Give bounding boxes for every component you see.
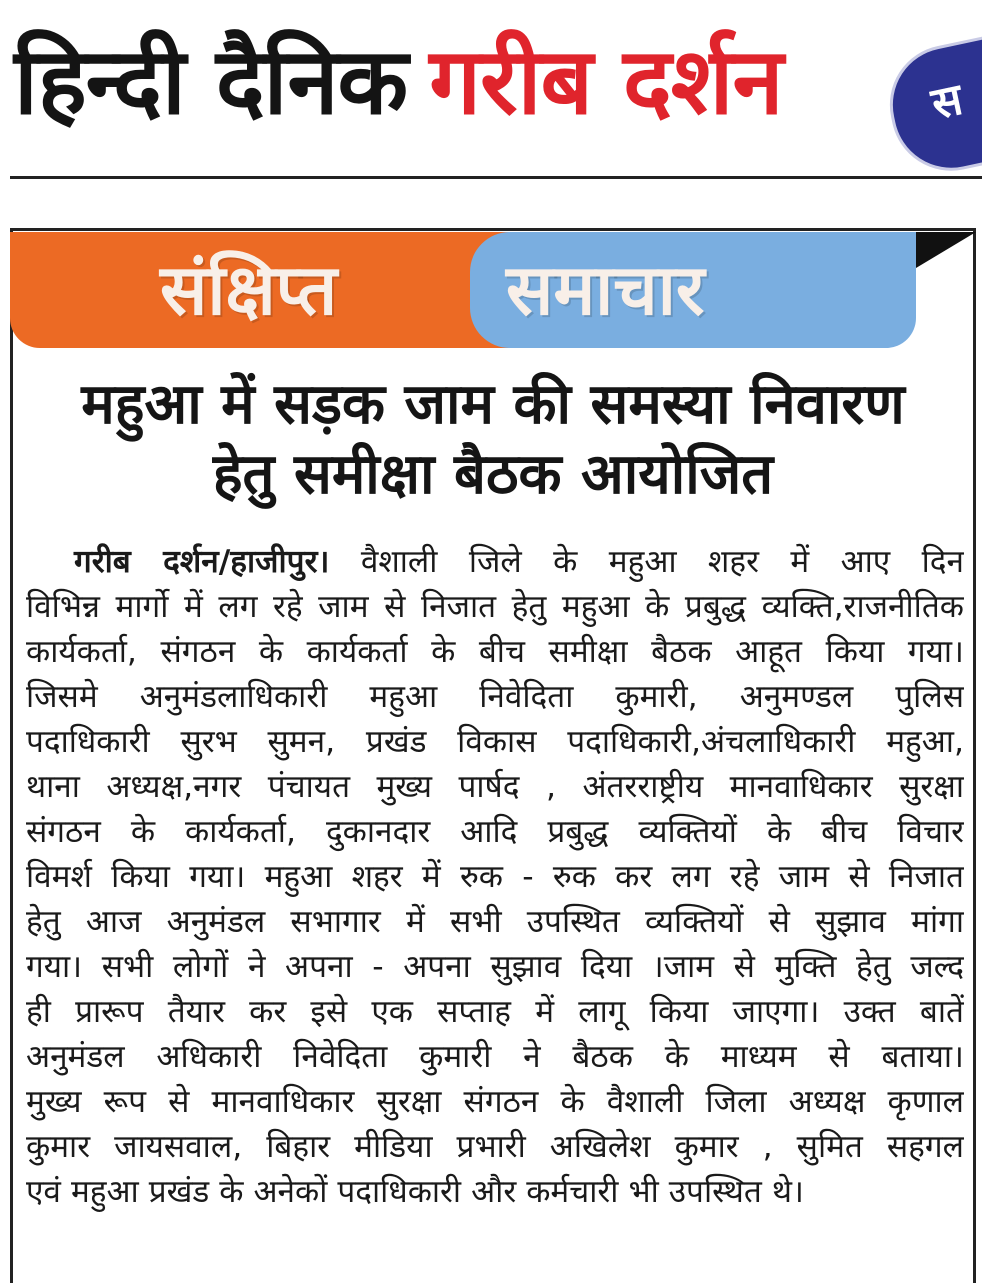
body-line: विभिन्न मार्गो में लग रहे जाम से निजात हेतु महुआ के प्रबुद्ध व्यक्ति,राजनीतिक [26, 589, 964, 625]
masthead-badge [879, 24, 982, 182]
masthead-divider [10, 176, 982, 179]
body-line: मुख्य रूप से मानवाधिकार सुरक्षा संगठन के वैशाली जिला अध्यक्ष कृणाल [26, 1084, 964, 1120]
body-line: हेतु आज अनुमंडल सभागार में सभी उपस्थित व्यक्तियों से सुझाव मांगा [26, 904, 964, 940]
banner-label-sankshipt: संक्षिप्त [160, 249, 338, 331]
section-banner [10, 232, 916, 354]
badge-text: स [927, 73, 967, 130]
body-line: पदाधिकारी सुरभ सुमन, प्रखंड विकास पदाधिकारी,अंचलाधिकारी महुआ, [26, 724, 964, 760]
newspaper-title [14, 22, 783, 142]
body-line: जिसमे अनुमंडलाधिकारी महुआ निवेदिता कुमारी, अनुमण्डल पुलिस [26, 679, 964, 715]
dateline: गरीब दर्शन/हाजीपुर। [74, 544, 330, 580]
body-line [26, 540, 964, 585]
headline-line-2: हेतु समीक्षा बैठक आयोजित [212, 442, 774, 507]
article-headline [28, 370, 958, 510]
body-line: कुमार जायसवाल, बिहार मीडिया प्रभारी अखिलेश कुमार , सुमित सहगल [26, 1129, 964, 1165]
body-line: ही प्रारूप तैयार कर इसे एक सप्ताह में लागू किया जाएगा। उक्त बातें [26, 994, 964, 1030]
body-line: विमर्श किया गया। महुआ शहर में रुक - रुक कर लग रहे जाम से निजात [26, 859, 964, 895]
body-line: संगठन के कार्यकर्ता, दुकानदार आदि प्रबुद्ध व्यक्तियों के बीच विचार [26, 814, 964, 850]
body-line-text: वैशाली जिले के महुआ शहर में आए दिन [360, 544, 964, 580]
title-hindi-dainik: हिन्दी दैनिक [14, 28, 408, 135]
title-garib-darshan: गरीब दर्शन [429, 28, 783, 135]
body-line: एवं महुआ प्रखंड के अनेकों पदाधिकारी और कर्मचारी भी उपस्थित थे। [26, 1174, 804, 1210]
body-line: थाना अध्यक्ष,नगर पंचायत मुख्य पार्षद , अंतरराष्ट्रीय मानवाधिकार सुरक्षा [26, 769, 964, 805]
body-line: गया। सभी लोगों ने अपना - अपना सुझाव दिया ।जाम से मुक्ति हेतु जल्द [26, 949, 964, 985]
banner-corner-triangle [916, 232, 976, 268]
article-body [26, 540, 964, 1215]
banner-label-samachar: समाचार [506, 249, 705, 331]
headline-line-1: महुआ में सड़क जाम की समस्या निवारण [81, 372, 905, 437]
body-line: कार्यकर्ता, संगठन के कार्यकर्ता के बीच समीक्षा बैठक आहूत किया गया। [26, 634, 964, 670]
masthead [0, 0, 982, 180]
body-line: अनुमंडल अधिकारी निवेदिता कुमारी ने बैठक के माध्यम से बताया। [26, 1039, 964, 1075]
